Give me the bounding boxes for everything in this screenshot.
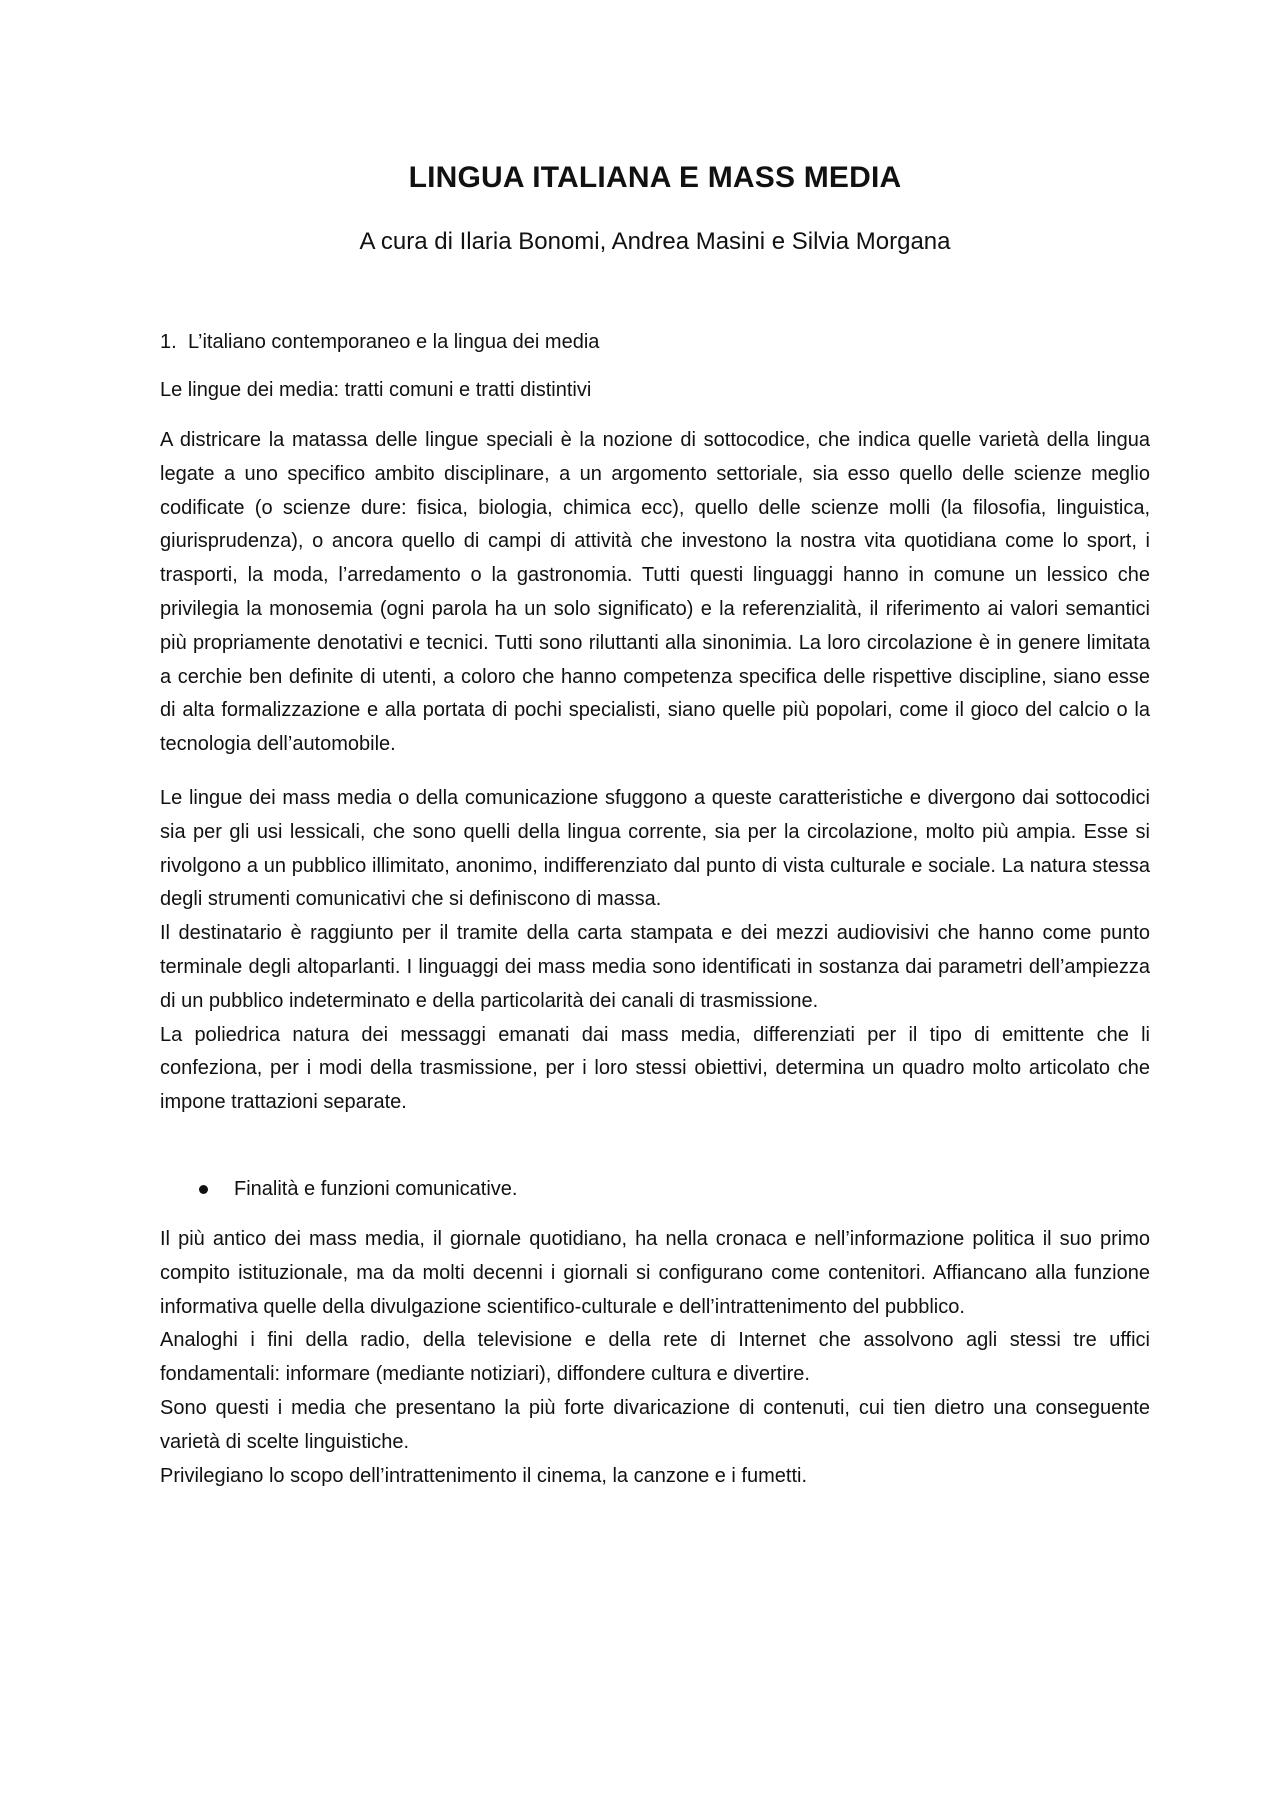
paragraph-line: Il più antico dei mass media, il giornale quotidiano, ha nella cronaca e nell’informazione politica il suo primo compito istituzionale, ma da molti decenni i giornali si configurano come contenitori. Affiancano alla funzione informativa quelle della divulgazione scientifico-culturale e dell’intrattenimento del pubblico. xyxy=(160,1227,1150,1318)
bullet-dot-icon xyxy=(199,1185,208,1194)
paragraph-sottocodici: A districare la matassa delle lingue speciali è la nozione di sottocodice, che indica quelle varietà della lingua legate a uno specifico ambito disciplinare, a un argomento settoriale, sia esso quello delle scienze meglio codificate (o scienze dure: fisica, biologia, chimica ecc), quello delle scienze molli (la filosofia, linguistica, giurisprudenza), o ancora quello di campi di attività che investono la nostra vita quotidiana come lo sport, i trasporti, la moda, l’arredamento o la gastronomia. Tutti questi linguaggi hanno in comune un lessico che privilegia la monosemia (ogni parola ha un solo significato) e la referenzialità, il riferimento ai valori semantici più propriamente denotativi e tecnici. Tutti sono riluttanti alla sinonimia. La loro circolazione è in genere limitata a cerchie ben definite di utenti, a coloro che hanno competenza specifica delle rispettive discipline, siano esse di alta formalizzazione e alla portata di pochi specialisti, siano quelle più popolari, come il gioco del calcio o la tecnologia dell’automobile. xyxy=(160,429,1150,756)
section-number: 1. xyxy=(160,331,177,353)
paragraph-line: Le lingue dei mass media o della comunicazione sfuggono a queste caratteristiche e divergono dai sottocodici sia per gli usi lessicali, che sono quelli della lingua corrente, sia per la circolazione, molto più ampia. Esse si rivolgono a un pubblico illimitato, anonimo, indifferenziato dal punto di vista culturale e sociale. La natura stessa degli strumenti comunicativi che si definiscono di massa. xyxy=(160,786,1150,911)
document-title: LINGUA ITALIANA E MASS MEDIA xyxy=(408,161,902,194)
subheading: Le lingue dei media: tratti comuni e tratti distintivi xyxy=(160,379,592,401)
document-page xyxy=(160,0,1150,1493)
paragraph-line: Il destinatario è raggiunto per il tramite della carta stampata e dei mezzi audiovisivi che hanno come punto terminale degli altoparlanti. I linguaggi dei mass media sono identificati in sostanza dai parametri dell’ampiezza di un pubblico indeterminato e della particolarità dei canali di trasmissione. xyxy=(160,922,1150,1012)
paragraph-line: Analoghi i fini della radio, della televisione e della rete di Internet che assolvono agli stessi tre uffici fondamentali: informare (mediante notiziari), diffondere cultura e divertire. xyxy=(160,1329,1150,1386)
paragraph-lingue-mass-media xyxy=(160,782,1150,1120)
bullet-text: Finalità e funzioni comunicative. xyxy=(234,1177,518,1200)
document-subtitle: A cura di Ilaria Bonomi, Andrea Masini e Silvia Morgana xyxy=(359,228,951,255)
bullet-item xyxy=(160,1175,1150,1203)
paragraph-line: Sono questi i media che presentano la più forte divaricazione di contenuti, cui tien dietro una conseguente varietà di scelte linguistiche. xyxy=(160,1396,1150,1453)
section-heading-text: L’italiano contemporaneo e la lingua dei media xyxy=(188,331,600,353)
paragraph-finalita xyxy=(160,1223,1150,1493)
paragraph-line: Privilegiano lo scopo dell’intrattenimento il cinema, la canzone e i fumetti. xyxy=(160,1464,808,1487)
paragraph-line: La poliedrica natura dei messaggi emanati dai mass media, differenziati per il tipo di emittente che li confeziona, per i modi della trasmissione, per i loro stessi obiettivi, determina un quadro molto articolato che impone trattazioni separate. xyxy=(160,1023,1150,1114)
section-heading xyxy=(160,328,1150,356)
